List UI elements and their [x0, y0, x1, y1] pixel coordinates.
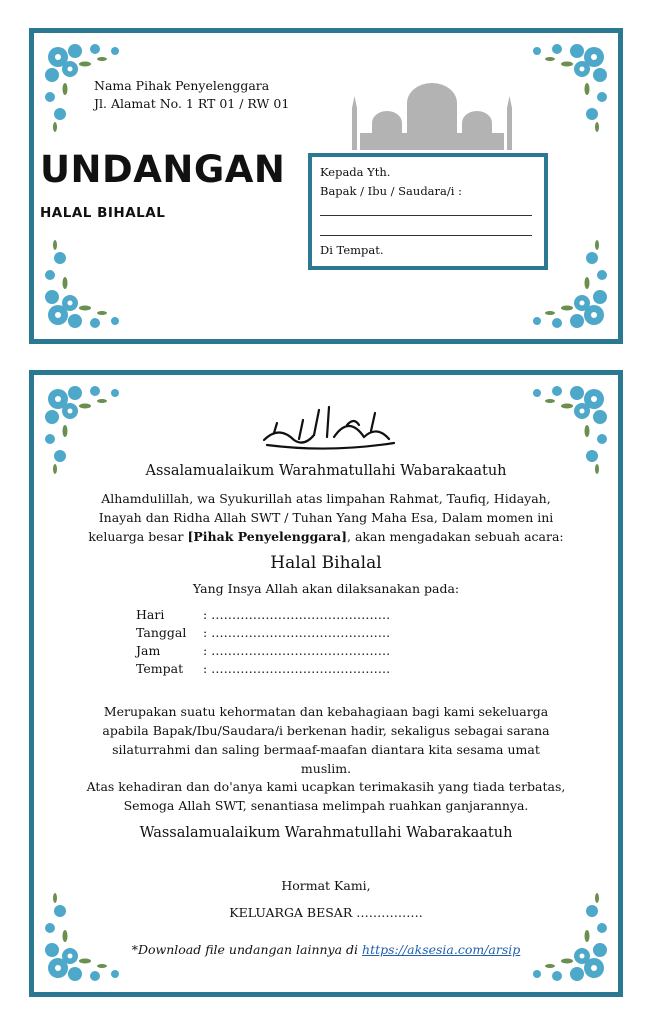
- floral-corner-top-right: [512, 39, 612, 139]
- family-signature: KELUARGA BESAR …………….: [229, 905, 423, 920]
- recipient-line-2: [320, 235, 532, 236]
- event-name: Halal Bihalal: [270, 553, 382, 573]
- regards-text: Hormat Kami,: [281, 878, 371, 893]
- recipient-salutation: Bapak / Ibu / Saudara/i :: [320, 184, 462, 198]
- intro-line: Inayah dan Ridha Allah SWT / Tuhan Yang Maha Esa, Dalam momen ini: [98, 510, 554, 525]
- floral-corner-bottom-left: [40, 886, 140, 986]
- organizer-address: Jl. Alamat No. 1 RT 01 / RW 01: [94, 96, 290, 111]
- download-link[interactable]: https://aksesia.com/arsip: [362, 942, 521, 957]
- invitation-subtitle: HALAL BIHALAL: [40, 205, 166, 221]
- invitation-cover-card: [29, 28, 623, 344]
- organizer-name: Nama Pihak Penyelenggara: [94, 78, 270, 93]
- organizer-placeholder: [Pihak Penyelenggara]: [187, 529, 348, 544]
- floral-corner-bottom-left: [40, 233, 140, 333]
- invitation-body-card: Assalamualaikum Warahmatullahi Wabarakaatuh Alhamdulillah, wa Syukurillah atas limpahan Rahmat, Taufiq, Hidayah, Inayah dan Ridha Allah SWT / Tuhan Yang Maha Esa, Dalam momen ini keluarga besar [Pihak Penyelenggara], akan mengadakan sebuah acara: Halal Bihalal Yang Insya Allah akan dilaksanakan pada: Hari : ……………………………………. Tanggal : ……………………………………. Jam : ……………………………………. Tempat : ……………………………………. Merupakan suatu kehormatan dan kebahagiaan bagi kami sekeluarga apabila Bapak/Ibu/Saudara/i berkenan hadir, sekaligus sebagai sarana silaturrahmi dan saling bermaaf-maafan diantara kita sesama umat muslim. Atas kehadiran dan do'anya kami ucapkan terimakasih yang tiada terbatas, Semoga Allah SWT, senantiasa melimpah ruahkan ganjarannya. Wassalamualaikum Warahmatullahi Wabarakaatuh Hormat Kami, KELUARGA BESAR ……………. *Download file undangan lainnya di https://aksesia.com/arsip: [29, 370, 623, 997]
- closing-greeting: Wassalamualaikum Warahmatullahi Wabarakaatuh: [139, 825, 513, 841]
- thanks-paragraph: Atas kehadiran dan do'anya kami ucapkan terimakasih yang tiada terbatas, Semoga Allah SWT, senantiasa melimpah ruahkan ganjarannya.: [86, 779, 566, 813]
- intro-line: Alhamdulillah, wa Syukurillah atas limpahan Rahmat, Taufiq, Hidayah,: [101, 491, 551, 506]
- bismillah-calligraphy-icon: [259, 395, 399, 455]
- recipient-line-1: [320, 215, 532, 216]
- recipient-greeting: Kepada Yth.: [320, 165, 391, 179]
- download-footer: *Download file undangan lainnya di https://aksesia.com/arsip: [131, 942, 521, 957]
- invitation-title: UNDANGAN: [40, 148, 286, 191]
- schedule-intro: Yang Insya Allah akan dilaksanakan pada:: [192, 581, 460, 596]
- honor-paragraph: Merupakan suatu kehormatan dan kebahagiaan bagi kami sekeluarga apabila Bapak/Ibu/Saudara/i berkenan hadir, sekaligus sebagai sarana silaturrahmi dan saling bermaaf-maafan diantara kita sesama umat muslim.: [102, 704, 550, 776]
- mosque-silhouette-icon: [352, 78, 512, 150]
- recipient-address-box: [308, 153, 548, 270]
- intro-line: keluarga besar [Pihak Penyelenggara], akan mengadakan sebuah acara:: [88, 529, 564, 544]
- floral-corner-bottom-right: [512, 886, 612, 986]
- intro-paragraph: [34, 489, 618, 546]
- recipient-place: Di Tempat.: [320, 243, 384, 257]
- opening-greeting: Assalamualaikum Warahmatullahi Wabarakaatuh: [145, 463, 507, 479]
